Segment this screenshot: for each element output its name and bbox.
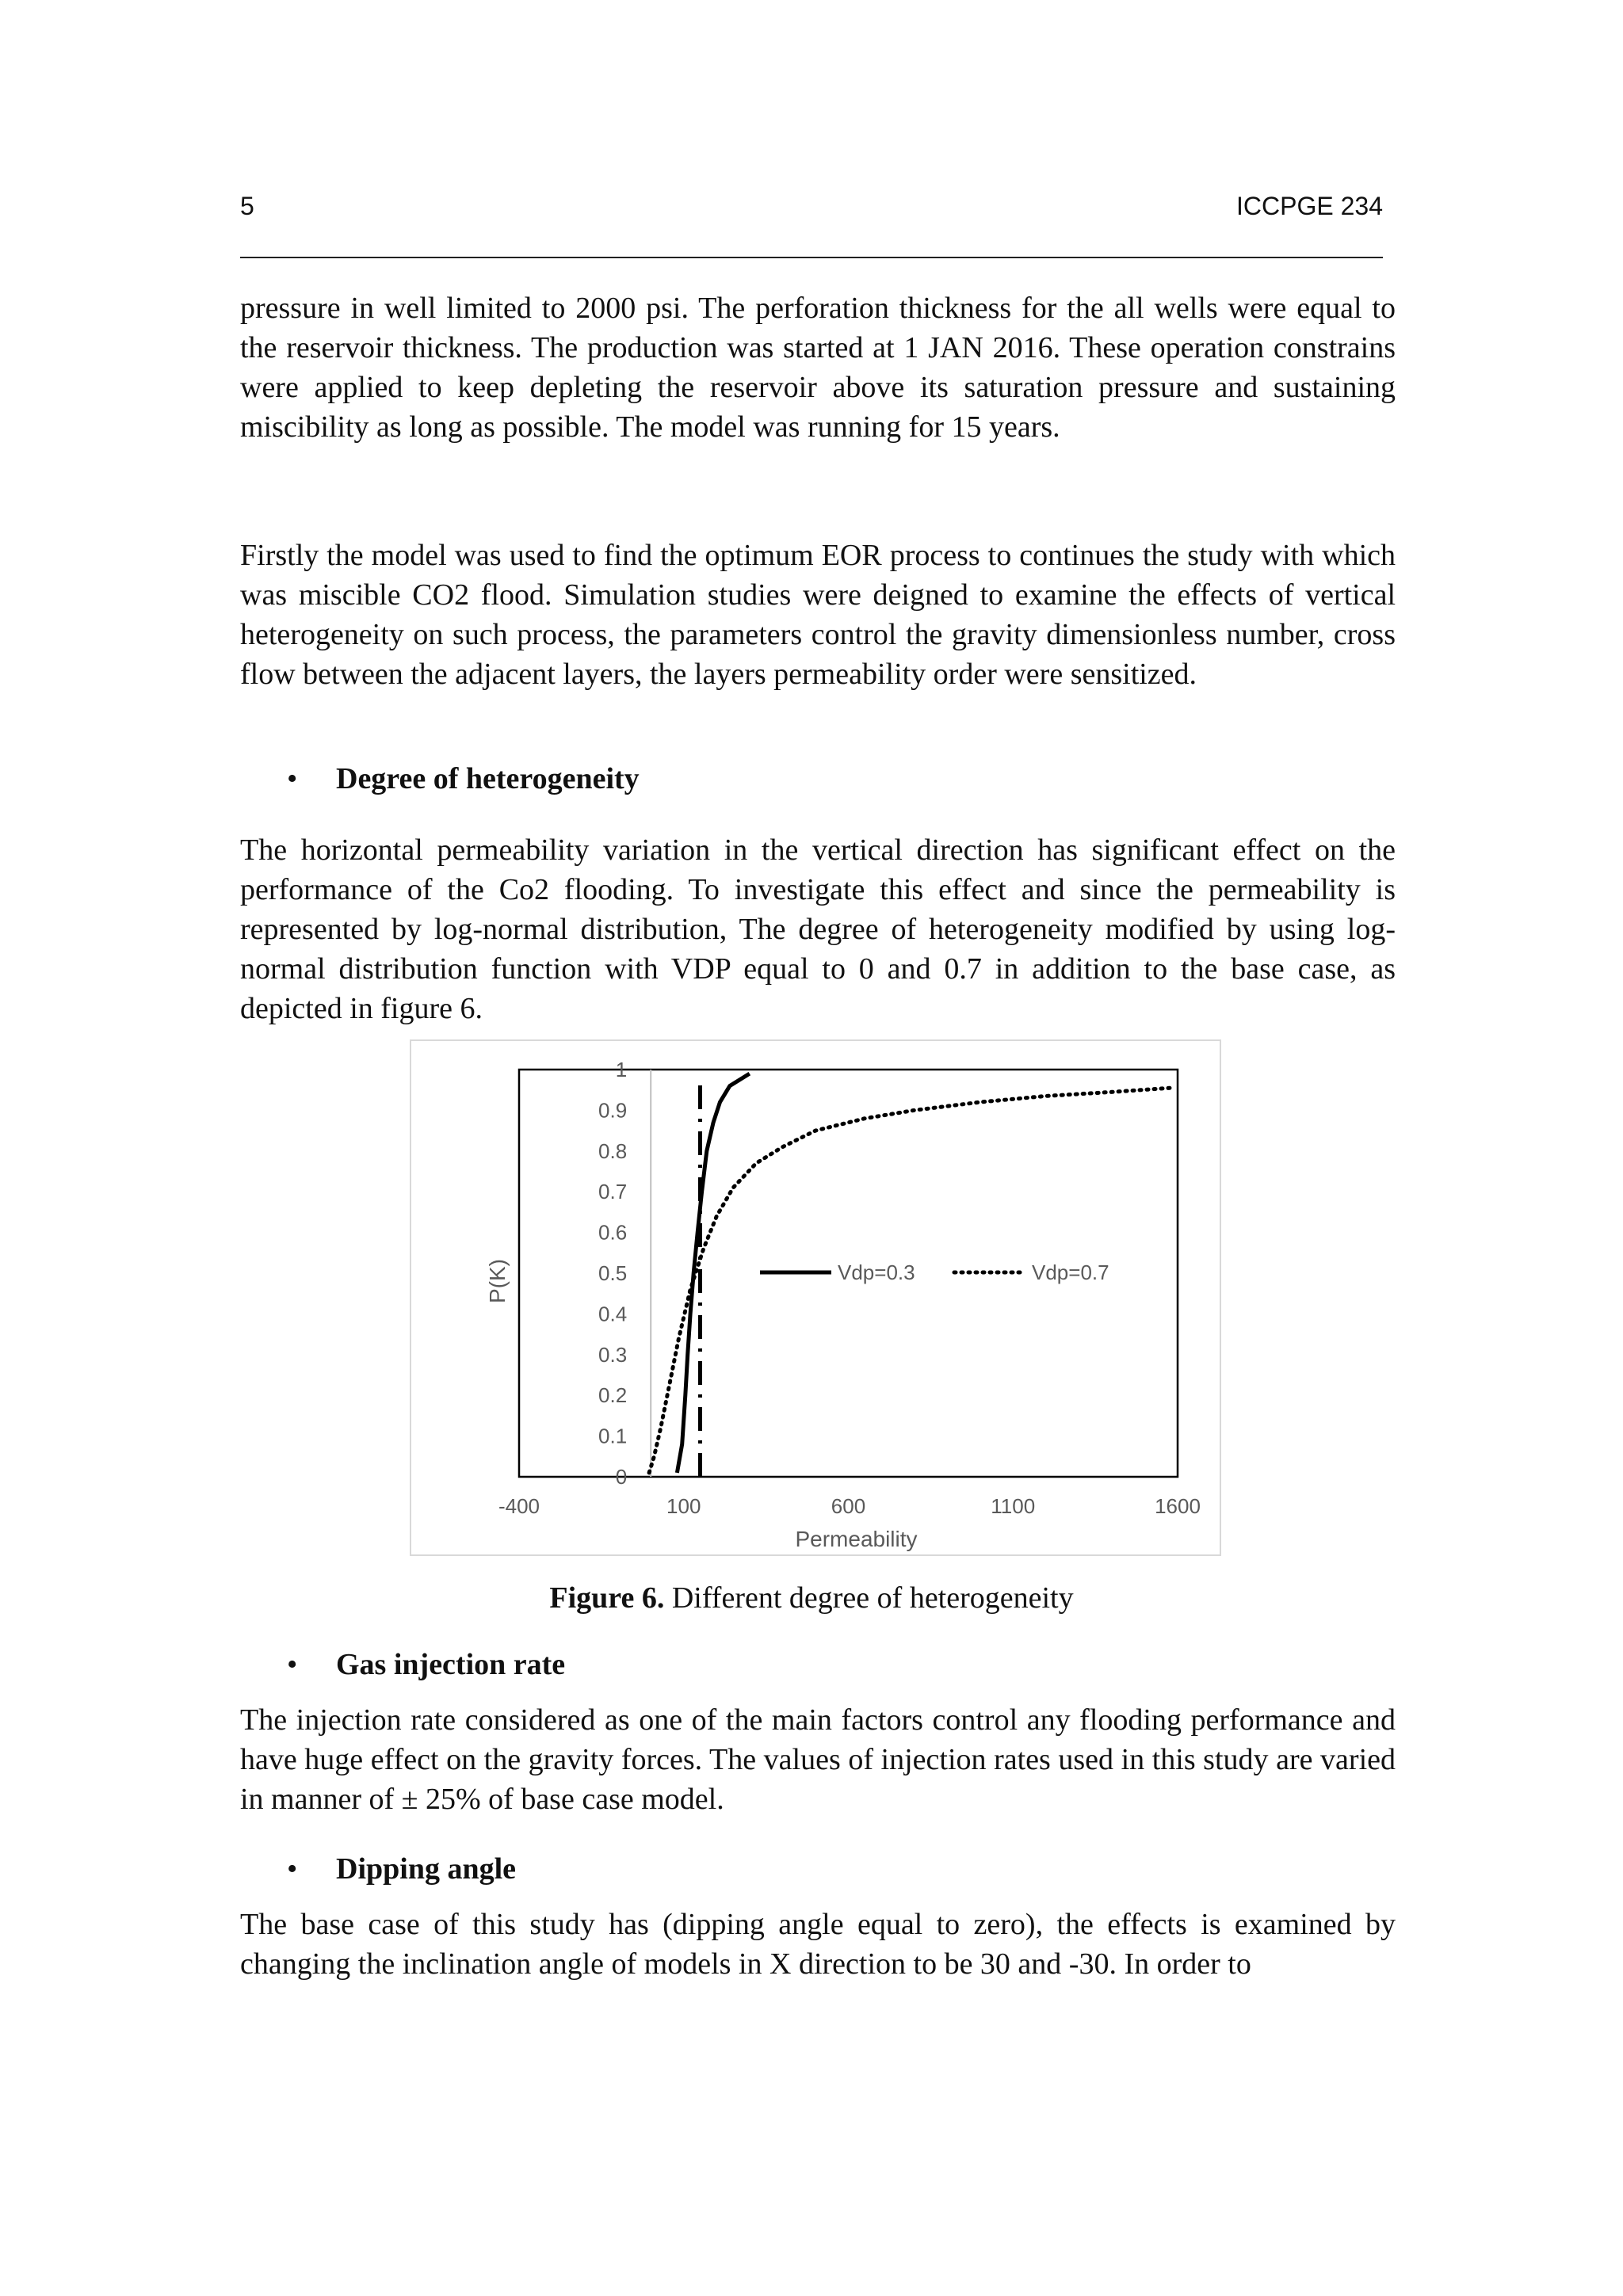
y-tick-label: 1 [615, 1058, 628, 1081]
paragraph-operation-constraints [240, 288, 1396, 447]
chart-svg [411, 1041, 1223, 1558]
figure-6-chart [410, 1039, 1221, 1556]
x-tick-label: -400 [498, 1494, 540, 1518]
series-line-vdp-0-3 [677, 1074, 749, 1473]
y-tick-label: 0.1 [598, 1424, 628, 1448]
page-header [240, 192, 1383, 223]
paragraph-text: pressure in well limited to 2000 psi. The perforation thickness for the all wells were equal to the reservoir thickness. The production was started at 1 JAN 2016. These operation constrains were applied to keep depleting the reservoir above its saturation pressure and sustaining miscibility as long as possible. The model was running for 15 years. [240, 292, 1396, 444]
x-tick-label: 1600 [1155, 1494, 1201, 1518]
page-number: 5 [240, 192, 254, 220]
paragraph-text: The horizontal permeability variation in the vertical direction has significant effect on the performance of the Co2 flooding. To investigate this effect and since the permeability is represented by log-normal distribution, The degree of heterogeneity modified by using log-normal distribution function with VDP equal to 0 and 0.7 in addition to the base case, as depicted in figure 6. [240, 833, 1396, 1025]
paragraph-text: Firstly the model was used to find the optimum EOR process to continues the study with which was miscible CO2 flood. Simulation studies were deigned to examine the effects of vertical heterogeneity on such process, the parameters control the gravity dimensionless number, cross flow between the adjacent layers, the layers permeability order were sensitized. [240, 539, 1396, 691]
figure-caption [0, 1578, 1623, 1618]
paragraph-heterogeneity [240, 830, 1396, 1028]
conference-id: ICCPGE 234 [1236, 192, 1383, 220]
bullet-degree-of-heterogeneity [287, 759, 640, 799]
paragraph-text: The injection rate considered as one of the main factors control any flooding performance and have huge effect on the gravity forces. The values of injection rates used in this study are varied in manner of ± 25% of base case model. [240, 1703, 1396, 1816]
caption-label: Figure 6. [549, 1581, 665, 1615]
legend-label: Vdp=0.7 [1032, 1261, 1109, 1284]
bullet-dot: • [287, 1648, 298, 1681]
bullet-gas-injection-rate [287, 1645, 565, 1684]
y-tick-label: 0.6 [598, 1220, 628, 1245]
x-tick-label: 600 [831, 1494, 866, 1518]
bullet-dot: • [287, 1852, 298, 1886]
paragraph-text: The base case of this study has (dipping angle equal to zero), the effects is examined by changing the inclination angle of models in X direction to be 30 and -30. In order to [240, 1908, 1396, 1981]
y-tick-label: 0.7 [598, 1180, 628, 1204]
x-axis-title: Permeability [795, 1527, 918, 1551]
y-tick-label: 0 [615, 1465, 628, 1489]
y-tick-label: 0.9 [598, 1098, 628, 1123]
bullet-dot: • [287, 762, 298, 795]
x-tick-label: 1100 [991, 1494, 1036, 1518]
paragraph-dipping-angle [240, 1905, 1396, 1984]
caption-text: Different degree of heterogeneity [664, 1581, 1074, 1615]
bullet-heading: Degree of heterogeneity [336, 762, 640, 795]
bullet-dipping-angle [287, 1849, 516, 1889]
y-axis-title: P(K) [485, 1259, 510, 1303]
y-tick-label: 0.2 [598, 1383, 628, 1408]
bullet-heading: Gas injection rate [336, 1648, 566, 1681]
y-tick-label: 0.5 [598, 1261, 628, 1285]
x-tick-label: 100 [666, 1494, 701, 1518]
y-tick-label: 0.3 [598, 1342, 628, 1367]
bullet-heading: Dipping angle [336, 1852, 517, 1886]
y-tick-label: 0.4 [598, 1302, 628, 1326]
legend-label: Vdp=0.3 [838, 1261, 915, 1284]
paragraph-simulation-studies [240, 536, 1396, 694]
y-tick-label: 0.8 [598, 1138, 628, 1163]
header-rule [240, 257, 1383, 258]
paragraph-injection-rate [240, 1700, 1396, 1819]
